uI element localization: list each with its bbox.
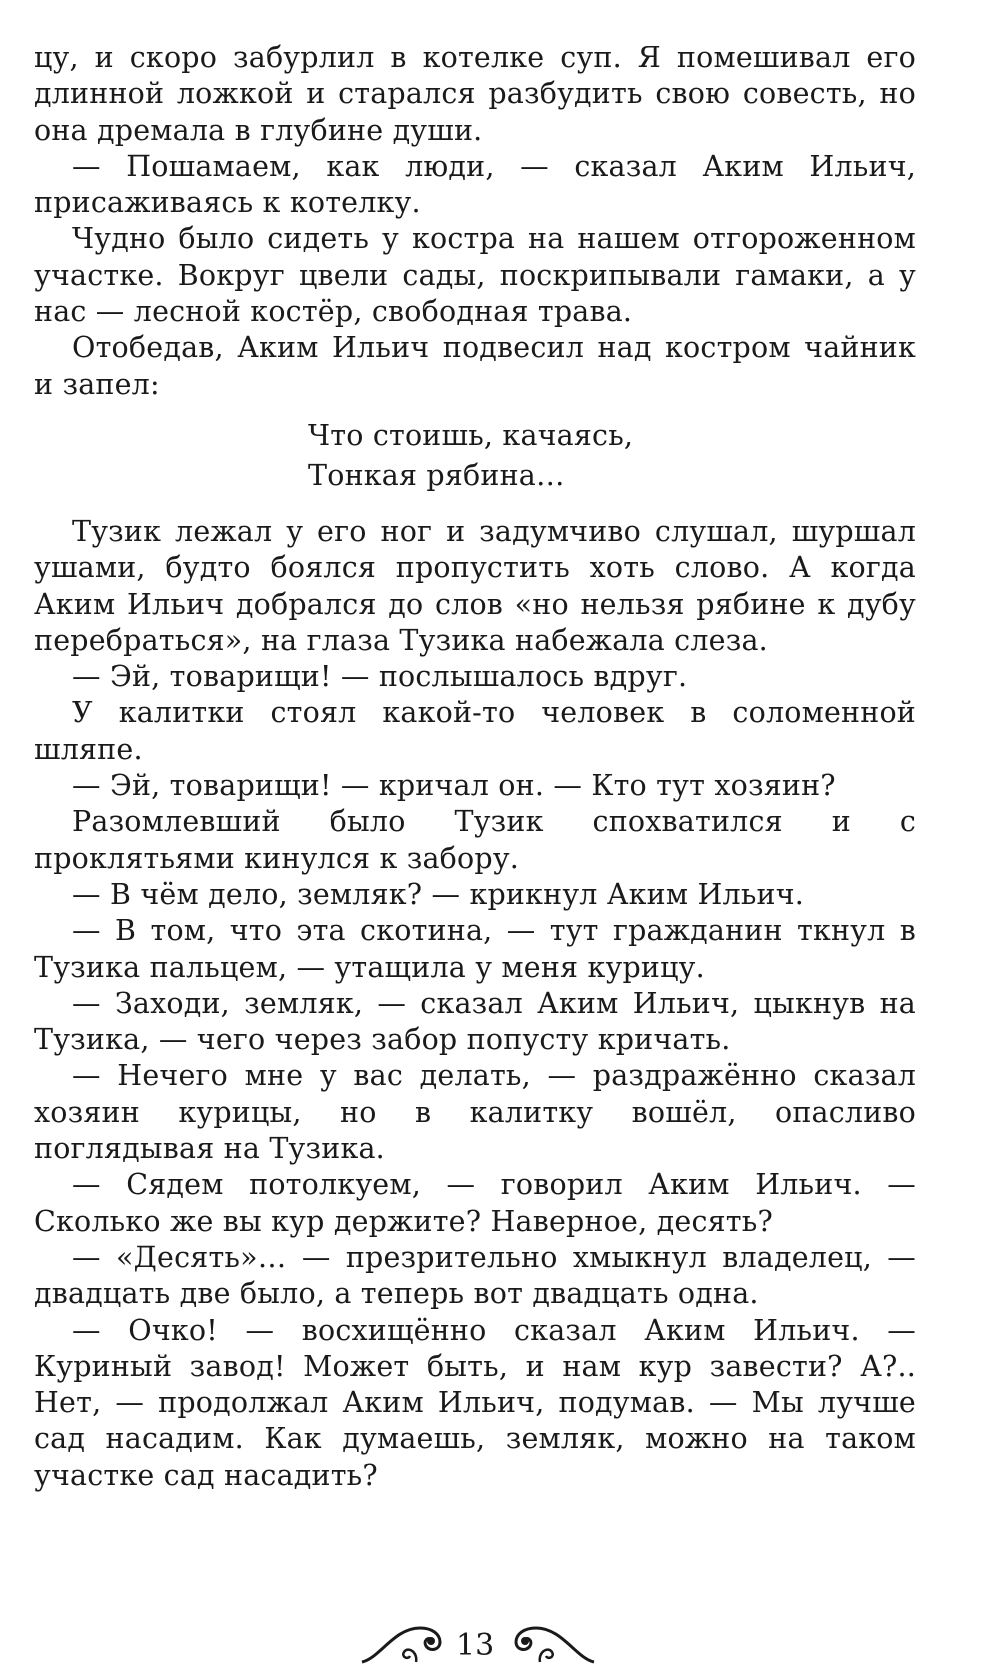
paragraph-4: Отобедав, Аким Ильич подвесил над костром чайник и запел:	[34, 331, 916, 401]
paragraph-16: — Очко! — восхищённо сказал Аким Ильич. — Куриный завод! Может быть, и нам кур завести? А?.. Нет, — продолжал Аким Ильич, подумав. — Мы лучше сад насадим. Как думаешь, земляк, можно на таком участке сад насадить?	[34, 1313, 916, 1492]
page-number: 13	[456, 1628, 495, 1663]
paragraph-13: — Нечего мне у вас делать, — раздражённо сказал хозяин курицы, но в калитку вошёл, опасливо поглядывая на Тузика.	[34, 1059, 916, 1166]
page-footer	[0, 1618, 1000, 1668]
paragraph-5: Тузик лежал у его ног и задумчиво слушал, шуршал ушами, будто боялся пропустить хоть слово. А когда Аким Ильич добрался до слов «но нельзя рябине к дубу перебраться», на глаза Тузика набежала слеза.	[34, 514, 916, 657]
paragraph-12: — Заходи, земляк, — сказал Аким Ильич, цыкнув на Тузика, — чего через забор попусту кричать.	[34, 986, 916, 1057]
paragraph-10: — В чём дело, земляк? — крикнул Аким Ильич.	[72, 877, 805, 911]
verse-line-2: Тонкая рябина…	[308, 458, 565, 492]
paragraph-7: У калитки стоял какой-то человек в соломенной шляпе.	[34, 696, 916, 766]
verse-line-1: Что стоишь, качаясь,	[308, 418, 634, 452]
paragraph-8: — Эй, товарищи! — кричал он. — Кто тут хозяин?	[72, 769, 836, 803]
paragraph-2: — Пошамаем, как люди, — сказал Аким Ильич, присаживаясь к котелку.	[34, 149, 916, 220]
swirl-ornament-left-icon	[360, 1618, 450, 1673]
paragraph-9: Разомлевший было Тузик спохватился и с проклятьями кинулся к забору.	[34, 805, 916, 875]
paragraph-6: — Эй, товарищи! — послышалось вдруг.	[72, 660, 688, 694]
paragraph-3: Чудно было сидеть у костра на нашем отгороженном участке. Вокруг цвели сады, поскрипывали гамаки, а у нас — лесной костёр, свободная трава.	[34, 222, 916, 329]
paragraph-1: цу, и скоро забурлил в котелке суп. Я помешивал его длинной ложкой и старался разбудить свою совесть, но она дремала в глубине души.	[34, 41, 916, 147]
swirl-ornament-right-icon	[506, 1618, 596, 1673]
book-page	[34, 40, 916, 1494]
paragraph-14: — Сядем потолкуем, — говорил Аким Ильич. — Сколько же вы кур держите? Наверное, десять?	[34, 1168, 916, 1238]
song-verse	[34, 416, 916, 496]
paragraph-15: — «Десять»… — презрительно хмыкнул владелец, — двадцать две было, а теперь вот двадцать одна.	[34, 1240, 916, 1311]
paragraph-11: — В том, что эта скотина, — тут гражданин ткнул в Тузика пальцем, — утащила у меня курицу.	[34, 914, 916, 984]
